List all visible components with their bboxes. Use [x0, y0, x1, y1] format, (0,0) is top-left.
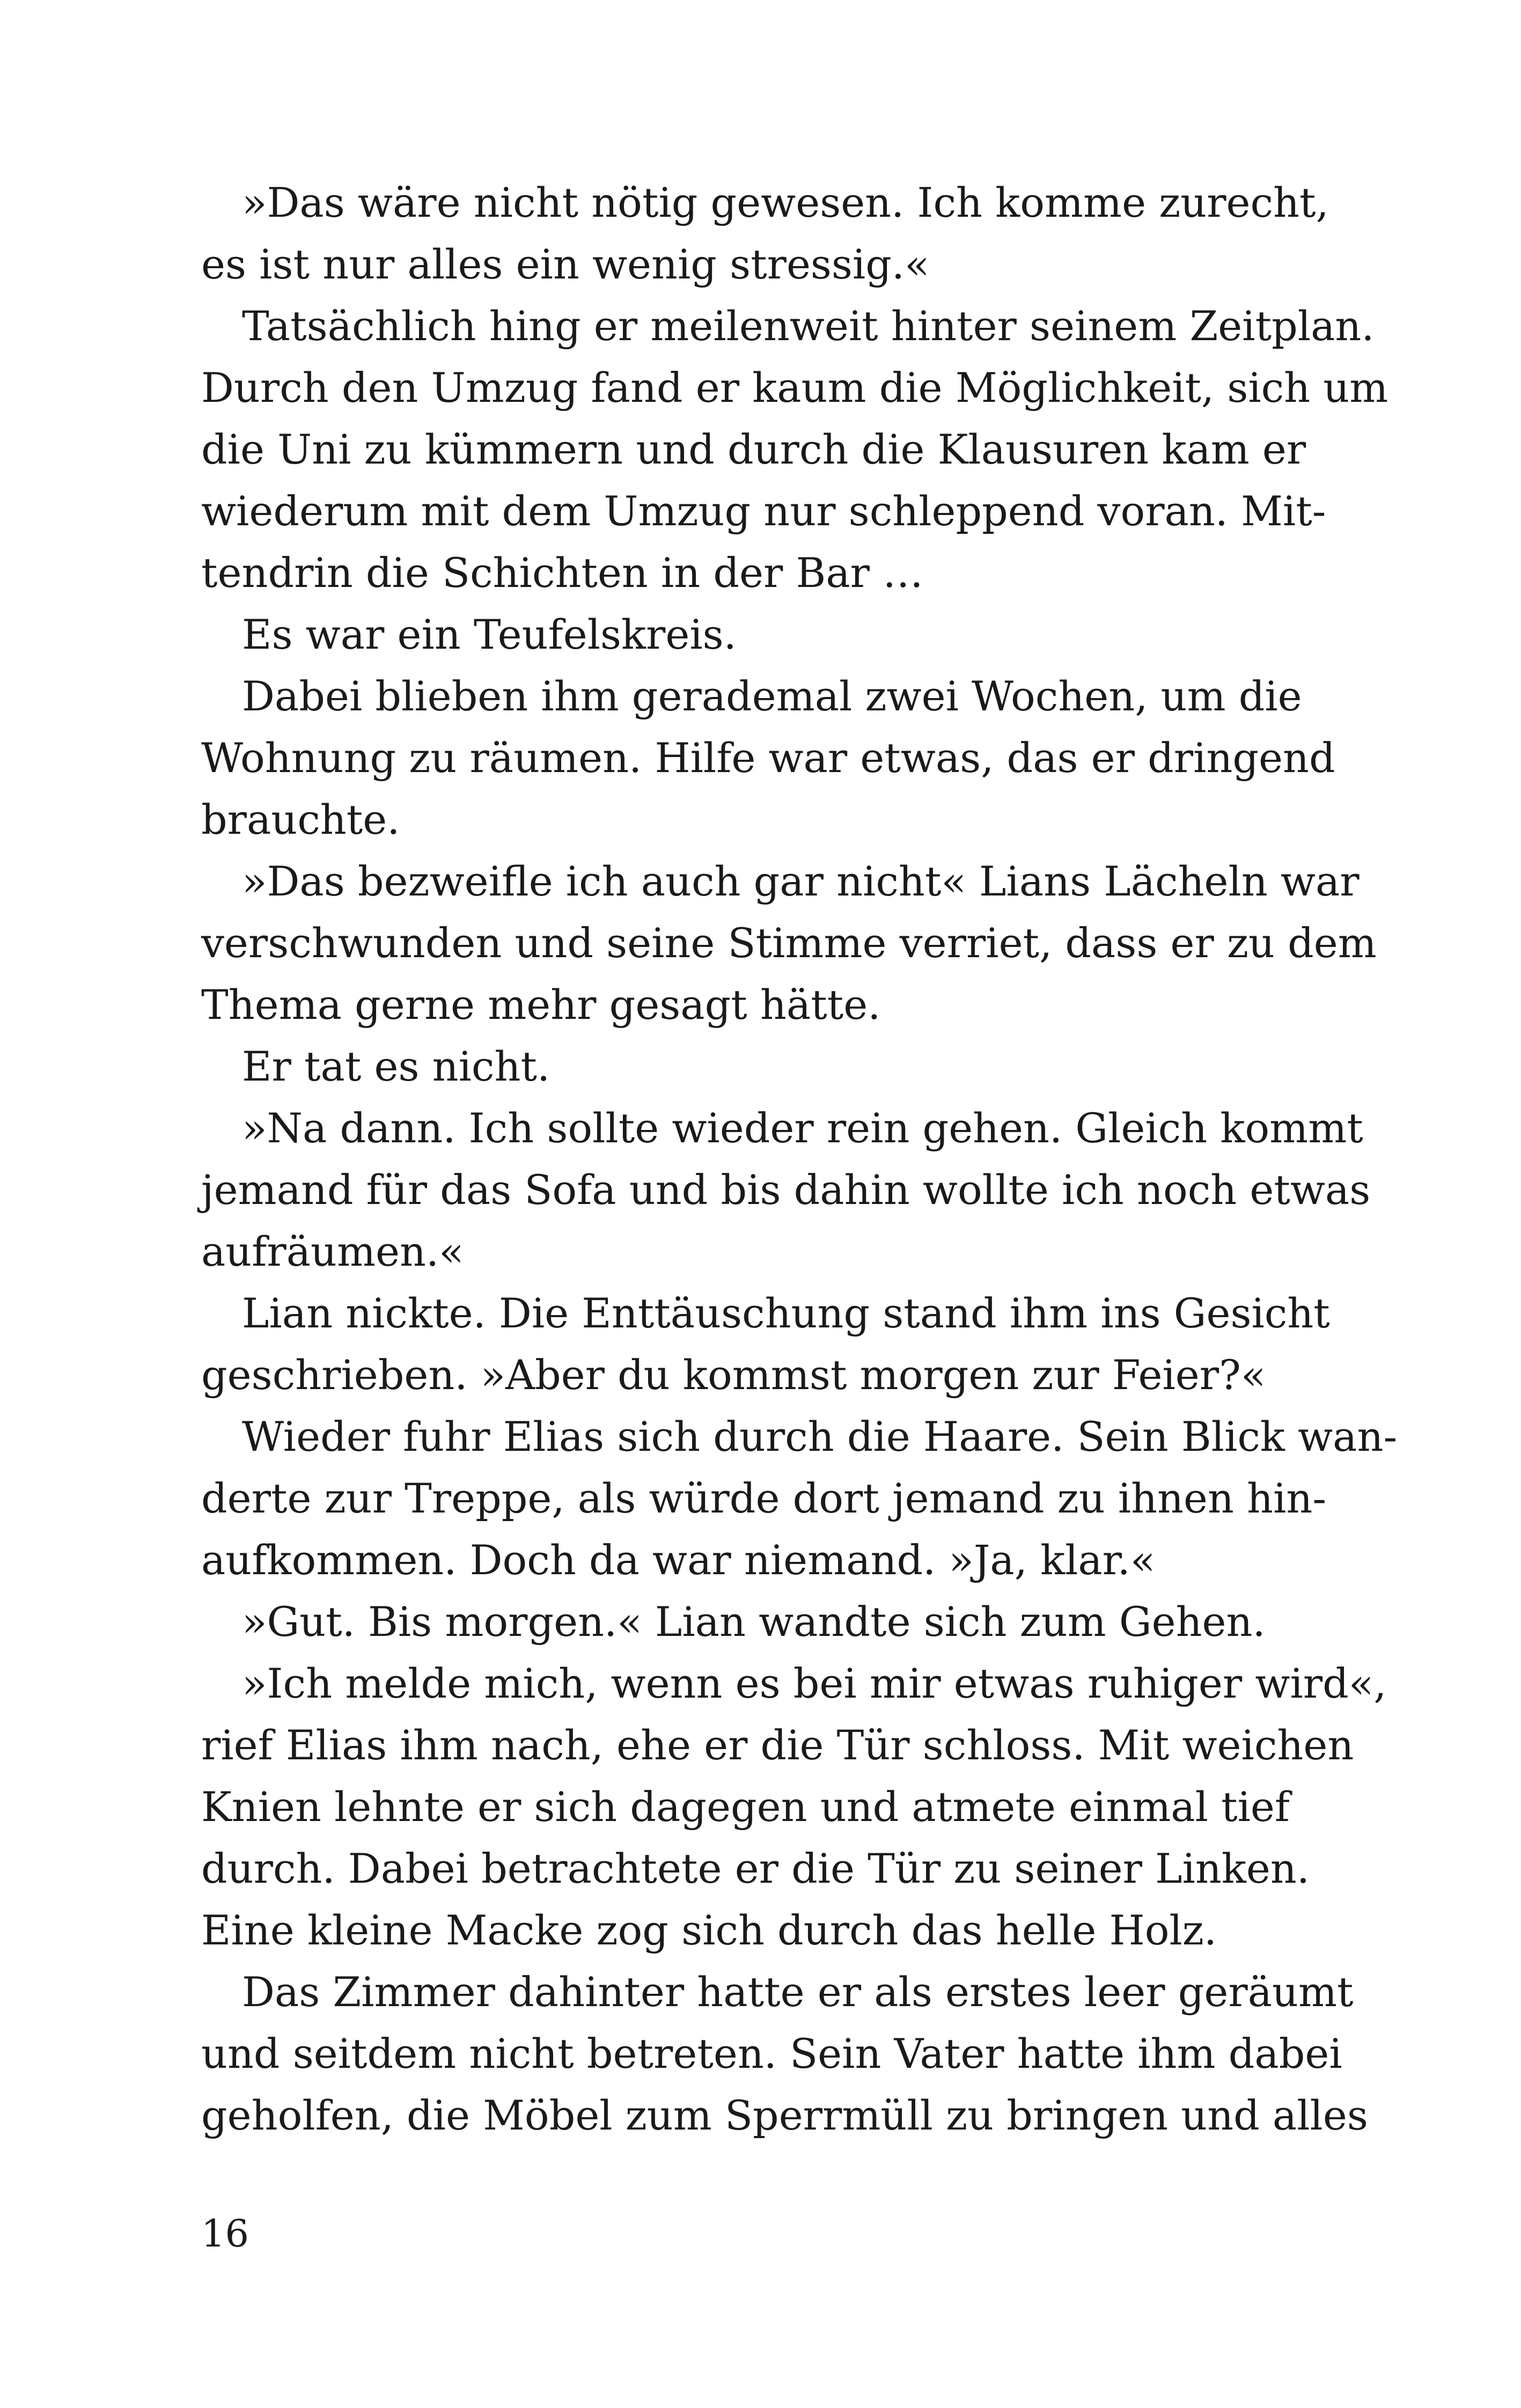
text-line: die Uni zu kümmern und durch die Klausuren kam er — [201, 425, 1306, 473]
text-line: »Ich melde mich, wenn es bei mir etwas ruhiger wird«, — [242, 1660, 1387, 1707]
text-line: Tatsächlich hing er meilenweit hinter seinem Zeitplan. — [242, 302, 1375, 350]
text-line: Er tat es nicht. — [242, 1043, 550, 1090]
text-line: geschrieben. »Aber du kommst morgen zur Feier?« — [201, 1351, 1266, 1399]
text-line: »Gut. Bis morgen.« Lian wandte sich zum Gehen. — [242, 1598, 1266, 1646]
text-line: Es war ein Teufelskreis. — [242, 611, 737, 658]
body-text — [201, 172, 1398, 2146]
text-line: wiederum mit dem Umzug nur schleppend voran. Mit- — [201, 487, 1326, 535]
text-line: Durch den Umzug fand er kaum die Möglichkeit, sich um — [201, 364, 1388, 412]
text-line: »Das bezweifle ich auch gar nicht« Lians Lächeln war — [242, 857, 1360, 905]
text-line: Lian nickte. Die Enttäuschung stand ihm ins Gesicht — [242, 1289, 1330, 1337]
text-line: Das Zimmer dahinter hatte er als erstes leer geräumt — [242, 1968, 1354, 2016]
text-line: es ist nur alles ein wenig stressig.« — [201, 240, 930, 288]
text-line: rief Elias ihm nach, ehe er die Tür schloss. Mit weichen — [201, 1721, 1354, 1769]
text-line: jemand für das Sofa und bis dahin wollte ich noch etwas — [201, 1166, 1371, 1214]
page-number: 16 — [201, 2212, 249, 2256]
text-line: derte zur Treppe, als würde dort jemand zu ihnen hin- — [201, 1474, 1327, 1522]
text-line: und seitdem nicht betreten. Sein Vater hatte ihm dabei — [201, 2030, 1342, 2077]
text-line: Wieder fuhr Elias sich durch die Haare. Sein Blick wan- — [242, 1413, 1398, 1460]
text-line: Eine kleine Macke zog sich durch das helle Holz. — [201, 1906, 1217, 1954]
text-line: Knien lehnte er sich dagegen und atmete einmal tief — [201, 1783, 1290, 1831]
text-line: Thema gerne mehr gesagt hätte. — [201, 981, 881, 1029]
text-line: geholfen, die Möbel zum Sperrmüll zu bringen und alles — [201, 2091, 1368, 2139]
text-line: aufkommen. Doch da war niemand. »Ja, klar.« — [201, 1536, 1156, 1584]
text-line: »Das wäre nicht nötig gewesen. Ich komme zurecht, — [242, 179, 1329, 226]
text-line: Dabei blieben ihm gerademal zwei Wochen, um die — [242, 672, 1302, 720]
text-line: durch. Dabei betrachtete er die Tür zu seiner Linken. — [201, 1845, 1310, 1892]
text-line: tendrin die Schichten in der Bar … — [201, 549, 924, 597]
text-line: verschwunden und seine Stimme verriet, dass er zu dem — [201, 919, 1377, 967]
text-line: aufräumen.« — [201, 1228, 464, 1275]
text-line: Wohnung zu räumen. Hilfe war etwas, das er dringend — [201, 734, 1335, 782]
text-line: »Na dann. Ich sollte wieder rein gehen. Gleich kommt — [242, 1104, 1363, 1152]
text-line: brauchte. — [201, 796, 400, 843]
